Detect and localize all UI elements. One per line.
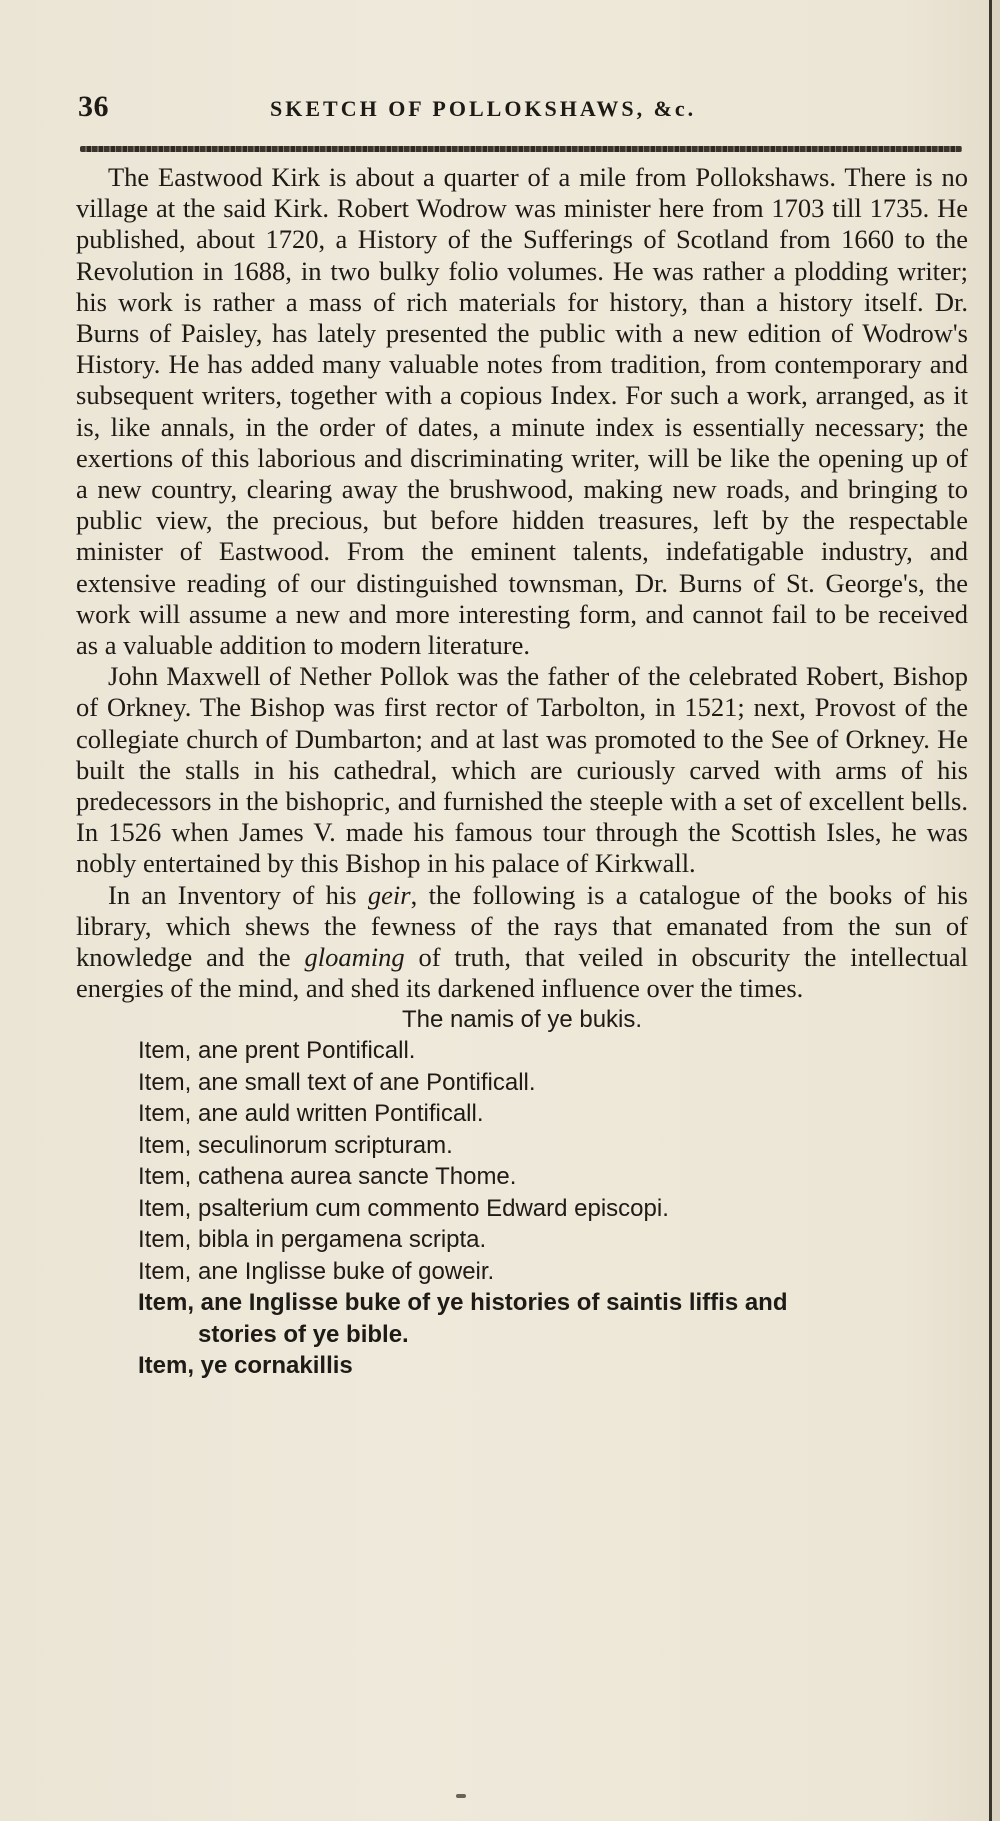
list-item: Item, bibla in pergamena scripta. <box>138 1226 487 1254</box>
page-edge <box>992 0 1000 1821</box>
list-item: Item, ane prent Pontificall. <box>138 1037 416 1065</box>
list-item-wrapped <box>76 1287 968 1350</box>
list-item-last: Item, ye cornakillis <box>138 1352 353 1380</box>
page-header <box>78 90 778 134</box>
inventory-text-3: of truth, that veiled in obscurity the intellectual energies of the mind, and shed its darkened influence over the times. <box>76 942 968 1004</box>
list-item: Item, psalterium cum commento Edward episcopi. <box>138 1194 669 1222</box>
catalogue-list <box>76 1035 968 1382</box>
paragraph-eastwood-kirk: The Eastwood Kirk is about a quarter of a mile from Pollokshaws. There is no village at the said Kirk. Robert Wodrow was minister here from 1703 till 1735. He published, about 1720, a History of the Sufferings of Scotland from 1660 to the Revolution in 1688, in two bulky folio volumes. He was rather a plodding writer; his work is rather a mass of rich materials for history, than a history itself. Dr. Burns of Paisley, has lately presented the public with a new edition of Wodrow's History. He has added many valuable notes from tradition, from contemporary and subsequent writers, together with a copious Index. For such a work, arranged, as it is, like annals, in the order of dates, a minute index is essentially necessary; the exertions of this laborious and discriminating writer, will be like the opening up of a new country, clearing away the brushwood, making new roads, and bringing to public view, the precious, but before hidden treasures, left by the respectable minister of Eastwood. From the eminent talents, indefatigable industry, and extensive reading of our distinguished townsman, Dr. Burns of St. George's, the work will assume a new and more interesting form, and cannot fail to be received as a valuable addition to modern literature. <box>76 162 968 661</box>
body-text <box>76 162 968 1382</box>
inventory-text-1: In an Inventory of his <box>108 879 368 910</box>
list-item: Item, ane small text of ane Pontificall. <box>138 1068 536 1096</box>
binding-shadow <box>989 0 992 1821</box>
inventory-text-2: , the following is a catalogue of the books of his library, which shews the fewness of the rays that emanated from the sun of knowledge and the <box>76 879 968 973</box>
header-rule <box>80 146 962 152</box>
wrapped-item-line-1: Item, ane Inglisse buke of ye histories of saintis liffis and <box>138 1289 788 1317</box>
catalogue-title: The namis of ye bukis. <box>401 1006 643 1034</box>
footer-mark <box>456 1794 466 1798</box>
word-geir: geir <box>367 879 411 910</box>
paragraphs <box>76 162 968 1004</box>
word-gloaming: gloaming <box>304 942 405 973</box>
list-item: Item, cathena aurea sancte Thome. <box>138 1163 517 1191</box>
paragraph-john-maxwell: John Maxwell of Nether Pollok was the father of the celebrated Robert, Bishop of Orkney. The Bishop was first rector of Tarbolton, in 1521; next, Provost of the collegiate church of Dumbarton; and at last was promoted to the See of Orkney. He built the stalls in his cathedral, which are curiously carved with arms of his predecessors in the bishopric, and furnished the steeple with a set of excellent bells. In 1526 when James V. made his famous tour through the Scottish Isles, he was nobly entertained by this Bishop in his palace of Kirkwall. <box>76 661 968 879</box>
list-item: Item, ane Inglisse buke of goweir. <box>138 1257 495 1285</box>
wrapped-item-line-2: stories of ye bible. <box>198 1320 409 1348</box>
paragraph-inventory <box>76 880 968 1005</box>
running-title: SKETCH OF POLLOKSHAWS, &c. <box>270 96 697 121</box>
list-item: Item, ane auld written Pontificall. <box>138 1100 484 1128</box>
list-item: Item, seculinorum scripturam. <box>138 1131 453 1159</box>
page-number: 36 <box>78 90 109 123</box>
